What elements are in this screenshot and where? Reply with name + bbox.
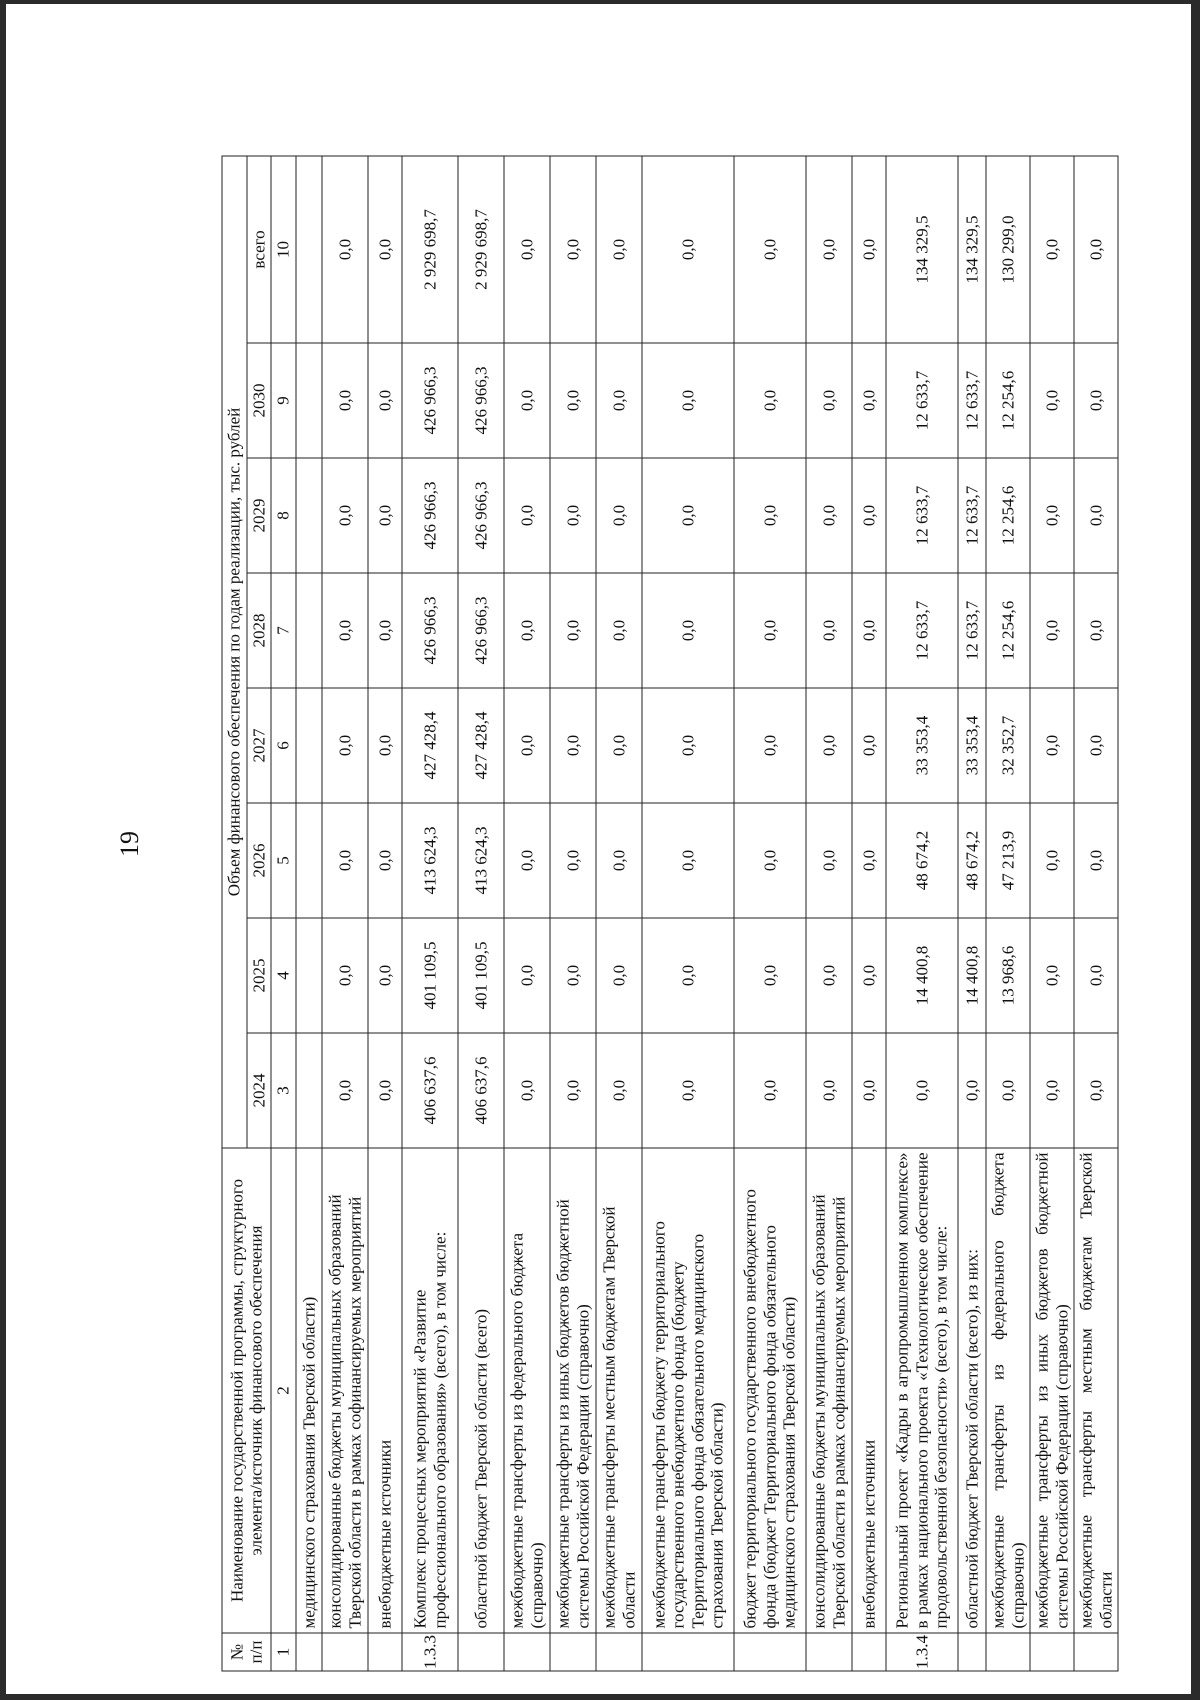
header-index-row: [271, 156, 296, 1671]
row-year-value: 427 428,4: [402, 688, 458, 803]
row-year-value: 0,0: [642, 573, 734, 688]
row-year-value: 426 966,3: [458, 573, 504, 688]
row-year-value: 0,0: [734, 458, 806, 573]
row-year-value: 401 109,5: [402, 918, 458, 1033]
row-year-value: 0,0: [322, 573, 368, 688]
financing-table: [221, 155, 1118, 1671]
row-year-value: 0,0: [550, 343, 596, 458]
row-year-value: 0,0: [852, 573, 886, 688]
row-year-value: 0,0: [596, 688, 642, 803]
table-row: [806, 156, 852, 1671]
row-year-value: 0,0: [322, 918, 368, 1033]
row-year-value: 0,0: [368, 458, 402, 573]
row-year-value: 0,0: [1030, 688, 1074, 803]
row-year-value: 0,0: [596, 573, 642, 688]
row-year-value: 426 966,3: [458, 458, 504, 573]
row-year-value: 0,0: [368, 918, 402, 1033]
row-total-value: 0,0: [504, 156, 550, 343]
row-year-value: 0,0: [504, 1033, 550, 1148]
table-row: [886, 156, 958, 1671]
row-year-value: 0,0: [504, 803, 550, 918]
row-name: межбюджетные трансферты из федерального бюджета (справочно): [986, 1148, 1030, 1633]
row-total-value: 130 299,0: [986, 156, 1030, 343]
row-year-value: 0,0: [596, 918, 642, 1033]
row-year-value: 0,0: [550, 803, 596, 918]
row-number: 1.3.4: [886, 1633, 958, 1671]
row-year-value: 0,0: [1030, 1033, 1074, 1148]
row-total-value: 0,0: [596, 156, 642, 343]
row-year-value: 0,0: [806, 343, 852, 458]
table-row: [458, 156, 504, 1671]
index-cell: 7: [271, 573, 296, 688]
row-year-value: 0,0: [642, 688, 734, 803]
row-year-value: 0,0: [1074, 573, 1118, 688]
row-year-value: 0,0: [1074, 688, 1118, 803]
table-row: [296, 156, 322, 1671]
row-year-value: 0,0: [550, 918, 596, 1033]
row-year-value: 0,0: [1030, 343, 1074, 458]
row-year-value: 406 637,6: [402, 1033, 458, 1148]
row-name: внебюджетные источники: [852, 1148, 886, 1633]
row-year-value: [296, 458, 322, 573]
index-cell: 4: [271, 918, 296, 1033]
row-total-value: 0,0: [368, 156, 402, 343]
row-name: консолидированные бюджеты муниципальных образований Тверской области в рамках софинансируемых мероприятий: [322, 1148, 368, 1633]
header-year: 2026: [246, 803, 271, 918]
row-year-value: 0,0: [852, 1033, 886, 1148]
row-year-value: 401 109,5: [458, 918, 504, 1033]
row-year-value: 0,0: [734, 918, 806, 1033]
table-row: [368, 156, 402, 1671]
row-name: межбюджетные трансферты местным бюджетам Тверской области: [596, 1148, 642, 1633]
row-year-value: 0,0: [504, 918, 550, 1033]
table-row: [596, 156, 642, 1671]
row-year-value: 0,0: [1030, 918, 1074, 1033]
header-year: 2024: [246, 1033, 271, 1148]
row-name: межбюджетные трансферты местным бюджетам Тверской области: [1074, 1148, 1118, 1633]
row-year-value: 0,0: [550, 688, 596, 803]
row-year-value: [296, 573, 322, 688]
index-cell: 10: [271, 156, 296, 343]
row-year-value: 12 633,7: [886, 573, 958, 688]
row-name: консолидированные бюджеты муниципальных образований Тверской области в рамках софинансируемых мероприятий: [806, 1148, 852, 1633]
table-row: [642, 156, 734, 1671]
table-row: [550, 156, 596, 1671]
row-year-value: 14 400,8: [958, 918, 986, 1033]
index-cell: 3: [271, 1033, 296, 1148]
row-year-value: 0,0: [734, 688, 806, 803]
table-row: [852, 156, 886, 1671]
row-name: межбюджетные трансферты из федерального бюджета (справочно): [504, 1148, 550, 1633]
row-total-value: 0,0: [642, 156, 734, 343]
row-name: межбюджетные трансферты бюджету территориального государственного внебюджетного фонда (бюджету Территориального фонда обязательного медицинского страхования Тверской области): [642, 1148, 734, 1633]
row-number: [1030, 1633, 1074, 1671]
table-row: [1074, 156, 1118, 1671]
row-year-value: 0,0: [642, 1033, 734, 1148]
row-year-value: 0,0: [734, 343, 806, 458]
header-row-top: [222, 156, 247, 1671]
row-year-value: 12 633,7: [958, 343, 986, 458]
header-volume: Объем финансового обеспечения по годам реализации, тыс. рублей: [222, 156, 247, 1148]
row-number: [596, 1633, 642, 1671]
row-total-value: 0,0: [550, 156, 596, 343]
row-total-value: 0,0: [1074, 156, 1118, 343]
row-year-value: 0,0: [596, 803, 642, 918]
row-year-value: 12 254,6: [986, 343, 1030, 458]
row-number: [734, 1633, 806, 1671]
document-page: [6, 4, 1191, 1694]
row-year-value: 413 624,3: [402, 803, 458, 918]
row-year-value: 0,0: [852, 803, 886, 918]
row-number: [368, 1633, 402, 1671]
header-year: 2025: [246, 918, 271, 1033]
row-number: 1.3.3: [402, 1633, 458, 1671]
row-year-value: 426 966,3: [402, 343, 458, 458]
row-year-value: 0,0: [504, 688, 550, 803]
row-number: [458, 1633, 504, 1671]
row-year-value: 12 254,6: [986, 458, 1030, 573]
row-year-value: 0,0: [322, 688, 368, 803]
row-number: [806, 1633, 852, 1671]
row-year-value: 0,0: [368, 803, 402, 918]
row-year-value: 0,0: [504, 343, 550, 458]
row-year-value: 0,0: [806, 573, 852, 688]
row-year-value: 0,0: [368, 343, 402, 458]
table-row: [402, 156, 458, 1671]
row-year-value: 0,0: [852, 343, 886, 458]
row-year-value: 0,0: [806, 458, 852, 573]
table-row: [322, 156, 368, 1671]
row-year-value: 0,0: [1074, 1033, 1118, 1148]
table-row: [1030, 156, 1074, 1671]
row-year-value: 48 674,2: [886, 803, 958, 918]
row-number: [642, 1633, 734, 1671]
row-name: межбюджетные трансферты из иных бюджетов бюджетной системы Российской Федерации (справочно): [550, 1148, 596, 1633]
index-cell: 6: [271, 688, 296, 803]
row-year-value: 0,0: [886, 1033, 958, 1148]
row-name: областной бюджет Тверской области (всего), из них:: [958, 1148, 986, 1633]
header-year: 2027: [246, 688, 271, 803]
header-total: всего: [246, 156, 271, 343]
row-year-value: 0,0: [322, 803, 368, 918]
row-year-value: 0,0: [806, 918, 852, 1033]
row-year-value: 0,0: [958, 1033, 986, 1148]
row-year-value: 33 353,4: [958, 688, 986, 803]
row-year-value: 0,0: [368, 688, 402, 803]
row-number: [322, 1633, 368, 1671]
row-year-value: 0,0: [1074, 803, 1118, 918]
row-year-value: [296, 343, 322, 458]
row-year-value: 0,0: [1030, 573, 1074, 688]
row-number: [550, 1633, 596, 1671]
row-year-value: [296, 688, 322, 803]
row-year-value: 0,0: [852, 458, 886, 573]
row-total-value: 0,0: [852, 156, 886, 343]
row-year-value: 0,0: [504, 573, 550, 688]
header-year: 2029: [246, 458, 271, 573]
row-year-value: 33 353,4: [886, 688, 958, 803]
row-year-value: 12 633,7: [886, 343, 958, 458]
row-year-value: 413 624,3: [458, 803, 504, 918]
row-year-value: 0,0: [550, 1033, 596, 1148]
row-total-value: 134 329,5: [886, 156, 958, 343]
row-year-value: 0,0: [596, 458, 642, 573]
row-year-value: 0,0: [1074, 918, 1118, 1033]
row-total-value: 2 929 698,7: [458, 156, 504, 343]
row-name: межбюджетные трансферты из иных бюджетов бюджетной системы Российской Федерации (справочно): [1030, 1148, 1074, 1633]
row-total-value: 0,0: [806, 156, 852, 343]
table-row: [986, 156, 1030, 1671]
row-name: бюджет территориального государственного внебюджетного фонда (бюджет Территориального фонда обязательного медицинского страхования Тверской области): [734, 1148, 806, 1633]
rotated-table-container: [221, 157, 1141, 1672]
row-total-value: [296, 156, 322, 343]
row-number: [852, 1633, 886, 1671]
row-year-value: 0,0: [368, 573, 402, 688]
row-year-value: 427 428,4: [458, 688, 504, 803]
row-year-value: 0,0: [734, 803, 806, 918]
row-year-value: 12 633,7: [958, 458, 986, 573]
row-year-value: 0,0: [852, 688, 886, 803]
row-year-value: [296, 1033, 322, 1148]
row-total-value: 0,0: [1030, 156, 1074, 343]
row-number: [986, 1633, 1030, 1671]
row-name: Региональный проект «Кадры в агропромышленном комплексе» в рамках национального проекта «Технологическое обеспечение продовольственной безопасности» (всего), в том числе:: [886, 1148, 958, 1633]
page-number: 19: [115, 831, 144, 857]
row-year-value: 0,0: [642, 343, 734, 458]
row-year-value: 0,0: [806, 803, 852, 918]
header-name: Наименование государственной программы, структурного элемента/источник финансового обеспечения: [222, 1148, 271, 1633]
row-year-value: 0,0: [642, 918, 734, 1033]
header-no: № п/п: [222, 1633, 271, 1671]
table-row: [958, 156, 986, 1671]
row-year-value: 0,0: [550, 573, 596, 688]
row-year-value: 12 254,6: [986, 573, 1030, 688]
header-year: 2030: [246, 343, 271, 458]
row-total-value: 134 329,5: [958, 156, 986, 343]
row-total-value: 0,0: [322, 156, 368, 343]
row-year-value: 0,0: [322, 1033, 368, 1148]
index-cell: 2: [271, 1148, 296, 1633]
row-year-value: 0,0: [734, 573, 806, 688]
row-year-value: 12 633,7: [886, 458, 958, 573]
row-year-value: 406 637,6: [458, 1033, 504, 1148]
row-year-value: 12 633,7: [958, 573, 986, 688]
index-cell: 1: [271, 1633, 296, 1671]
row-year-value: 0,0: [322, 343, 368, 458]
row-total-value: 0,0: [734, 156, 806, 343]
row-year-value: 0,0: [852, 918, 886, 1033]
table-row: [504, 156, 550, 1671]
row-year-value: 426 966,3: [458, 343, 504, 458]
row-year-value: 48 674,2: [958, 803, 986, 918]
row-year-value: 0,0: [734, 1033, 806, 1148]
row-name: медицинского страхования Тверской области): [296, 1148, 322, 1633]
row-number: [1074, 1633, 1118, 1671]
row-year-value: [296, 803, 322, 918]
row-year-value: 426 966,3: [402, 573, 458, 688]
row-year-value: 0,0: [642, 458, 734, 573]
row-year-value: 47 213,9: [986, 803, 1030, 918]
row-year-value: 0,0: [1030, 803, 1074, 918]
row-year-value: 0,0: [596, 1033, 642, 1148]
row-year-value: 0,0: [596, 343, 642, 458]
row-year-value: 14 400,8: [886, 918, 958, 1033]
row-number: [296, 1633, 322, 1671]
row-year-value: 0,0: [368, 1033, 402, 1148]
row-name: областной бюджет Тверской области (всего): [458, 1148, 504, 1633]
row-name: внебюджетные источники: [368, 1148, 402, 1633]
row-year-value: 0,0: [1074, 458, 1118, 573]
row-number: [958, 1633, 986, 1671]
row-year-value: 0,0: [806, 688, 852, 803]
header-year: 2028: [246, 573, 271, 688]
row-year-value: [296, 918, 322, 1033]
row-year-value: 0,0: [1030, 458, 1074, 573]
row-year-value: 0,0: [1074, 343, 1118, 458]
row-year-value: 0,0: [806, 1033, 852, 1148]
table-row: [734, 156, 806, 1671]
row-year-value: 13 968,6: [986, 918, 1030, 1033]
row-year-value: 0,0: [504, 458, 550, 573]
index-cell: 5: [271, 803, 296, 918]
index-cell: 9: [271, 343, 296, 458]
row-year-value: 0,0: [322, 458, 368, 573]
row-name: Комплекс процессных мероприятий «Развитие профессионального образования» (всего), в том числе:: [402, 1148, 458, 1633]
row-year-value: 32 352,7: [986, 688, 1030, 803]
row-year-value: 426 966,3: [402, 458, 458, 573]
row-year-value: 0,0: [986, 1033, 1030, 1148]
row-year-value: 0,0: [550, 458, 596, 573]
row-number: [504, 1633, 550, 1671]
row-year-value: 0,0: [642, 803, 734, 918]
index-cell: 8: [271, 458, 296, 573]
row-total-value: 2 929 698,7: [402, 156, 458, 343]
